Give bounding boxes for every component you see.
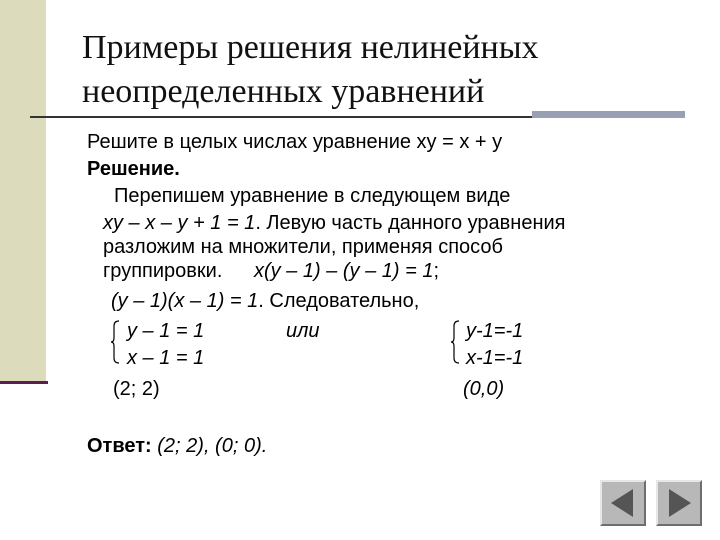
answer-value: (2; 2), (0; 0). [151, 435, 268, 457]
or-word: или [286, 320, 320, 342]
task-text: Решите в целых числах уравнение ху = х + у [87, 131, 503, 153]
semicolon: ; [433, 260, 440, 282]
equation-rewritten: ху – х – у + 1 = 1 [103, 212, 256, 234]
solution-label: Решение. [87, 158, 180, 180]
prev-slide-button[interactable] [600, 480, 646, 526]
system-1-eq-2: х – 1 = 1 [127, 347, 205, 369]
solution-1: (2; 2) [113, 378, 160, 400]
triangle-right-icon [658, 482, 700, 524]
system-brace-1 [111, 320, 120, 364]
left-decor-line [0, 381, 48, 384]
body-line-3: разложим на множители, применяя способ [103, 236, 503, 258]
body-line-5 [111, 290, 419, 312]
body-line-1: Перепишем уравнение в следующем виде [114, 185, 511, 207]
answer-label: Ответ: [87, 435, 152, 457]
triangle-left-icon [602, 482, 644, 524]
equation-factored: (у – 1)(х – 1) = 1 [111, 290, 259, 312]
left-decor-band [0, 0, 46, 382]
system-2-eq-1: у-1=-1 [466, 320, 524, 342]
next-slide-button[interactable] [656, 480, 702, 526]
body-line-4 [103, 260, 439, 282]
equation-grouped: х(у – 1) – (у – 1) = 1 [253, 260, 434, 282]
grouping-text: группировки. [103, 260, 223, 282]
system-1-eq-1: у – 1 = 1 [127, 320, 205, 342]
title-line-1: Примеры решения нелинейных [82, 29, 539, 66]
title-line-2: неопределенных уравнений [82, 73, 485, 110]
body-line-2 [103, 212, 566, 234]
system-brace-2 [451, 320, 460, 364]
system-2-eq-2: х-1=-1 [466, 347, 524, 369]
answer-line [87, 435, 267, 457]
slide-title [82, 26, 682, 114]
body-line-2-rest: . Левую часть данного уравнения [255, 212, 566, 234]
solution-2: (0,0) [463, 378, 505, 400]
body-line-5-rest: . Следовательно, [258, 290, 420, 312]
title-accent-bar [532, 111, 685, 118]
